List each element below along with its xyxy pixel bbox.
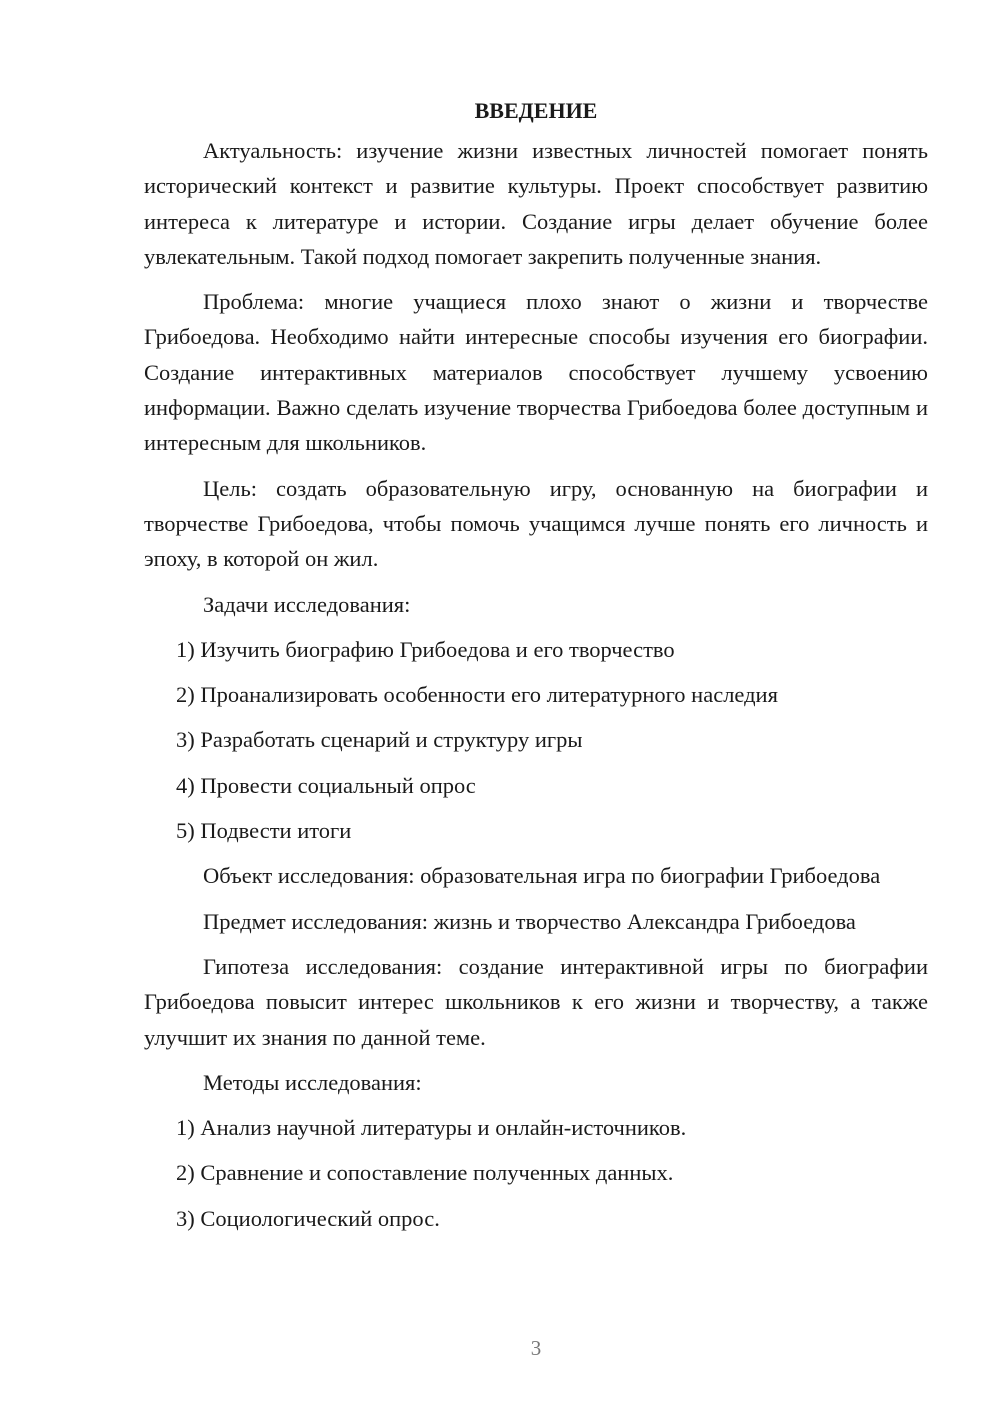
tasks-list (144, 632, 928, 848)
problem-paragraph: Проблема: многие учащиеся плохо знают о жизни и творчестве Грибоедова. Необходимо найти интересные способы изучения его биографии. Создание интерактивных материалов способствует лучшему усвоению информации. Важно сделать изучение творчества Грибоедова более доступным и интересным для школьников. (144, 289, 928, 456)
object-paragraph: Объект исследования: образовательная игра по биографии Грибоедова (203, 863, 881, 889)
document-title: ВВЕДЕНИЕ (474, 98, 598, 123)
list-item: 3) Разработать сценарий и структуру игры (176, 727, 583, 753)
list-item: 2) Сравнение и сопоставление полученных данных. (176, 1160, 674, 1186)
subject-paragraph: Предмет исследования: жизнь и творчество Александра Грибоедова (203, 908, 856, 934)
list-item: 4) Провести социальный опрос (176, 772, 476, 798)
relevance-paragraph: Актуальность: изучение жизни известных личностей помогает понять исторический контекст и развитие культуры. Проект способствует развитию интереса к литературе и истории. Создание игры делает обучение более увлекательным. Такой подход помогает закрепить полученные знания. (144, 138, 928, 269)
list-item: 2) Проанализировать особенности его литературного наследия (176, 682, 778, 708)
list-item: 5) Подвести итоги (176, 818, 352, 844)
list-item: 3) Социологический опрос. (176, 1205, 440, 1231)
page-number: 3 (530, 1336, 542, 1360)
methods-list (144, 1110, 928, 1236)
list-item: 1) Изучить биографию Грибоедова и его творчество (176, 636, 675, 662)
methods-heading: Методы исследования: (203, 1069, 422, 1095)
document-page (144, 96, 928, 1246)
goal-paragraph: Цель: создать образовательную игру, основанную на биографии и творчестве Грибоедова, чтобы помочь учащимся лучше понять его личность и эпоху, в которой он жил. (144, 475, 928, 572)
list-item: 1) Анализ научной литературы и онлайн-источников. (176, 1115, 687, 1141)
tasks-heading: Задачи исследования: (203, 591, 411, 617)
hypothesis-paragraph: Гипотеза исследования: создание интерактивной игры по биографии Грибоедова повысит интерес школьников к его жизни и творчеству, а также улучшит их знания по данной теме. (144, 953, 928, 1050)
